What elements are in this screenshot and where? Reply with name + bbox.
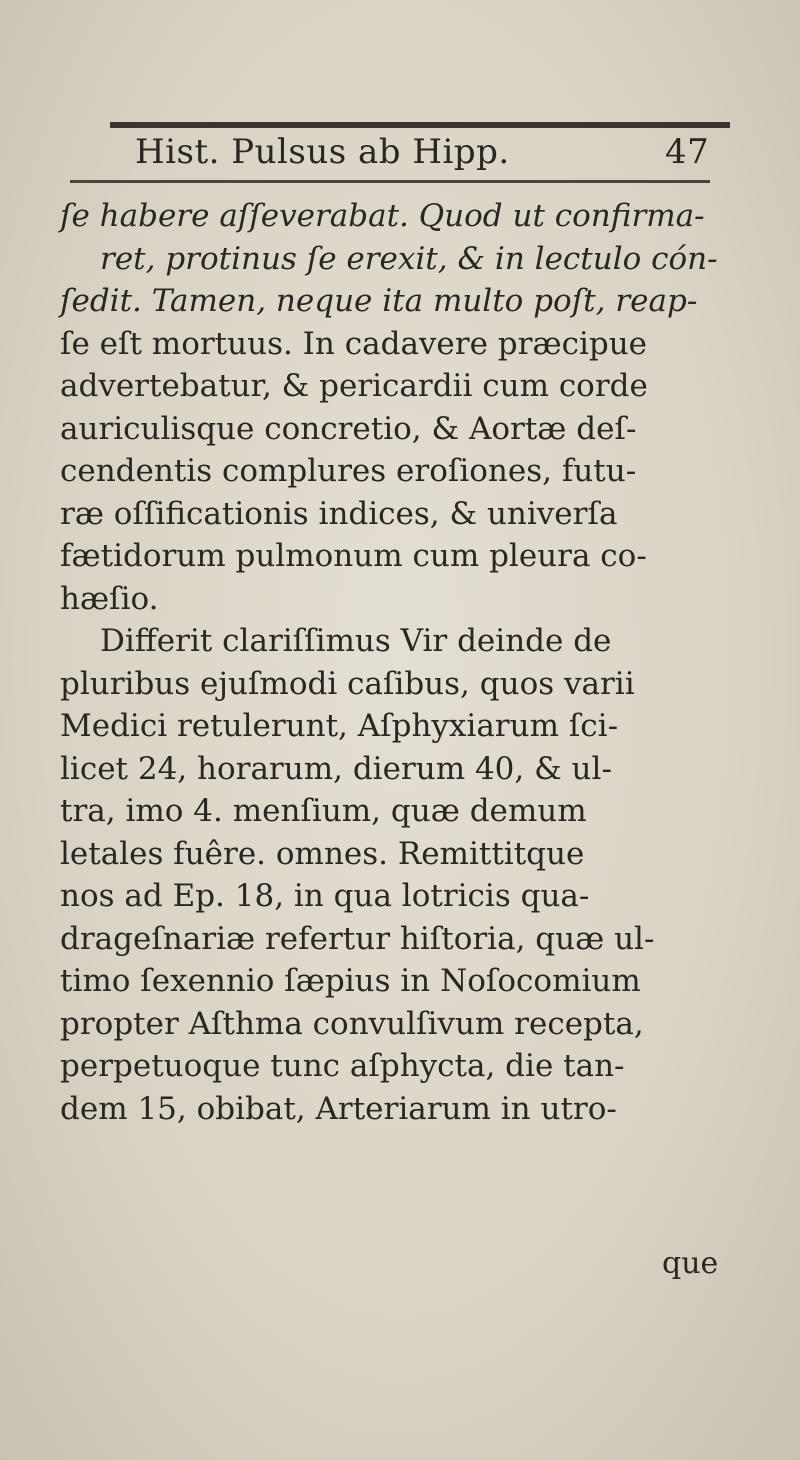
text-line: cendentis complures eroſiones, futu-	[60, 453, 637, 489]
page-number: 47	[665, 132, 710, 172]
text-line: hæſio.	[60, 580, 159, 617]
text-line: ſedit. Tamen, neque ita multo poſt, reap-	[60, 283, 698, 319]
text-line: Differit clariſſimus Vir deinde de	[100, 623, 612, 659]
text-line: dem 15, obibat, Arteriarum in utro-	[60, 1090, 617, 1127]
top-border-rule	[110, 122, 730, 128]
text-line: fætidorum pulmonum cum pleura co-	[60, 538, 647, 574]
text-line: Medici retulerunt, Aſphyxiarum ſci-	[60, 708, 619, 744]
running-header	[135, 132, 735, 176]
text-line: auriculisque concretio, & Aortæ deſ-	[60, 410, 637, 447]
text-line: ſe eſt mortuus. In cadavere præcipue	[60, 325, 648, 362]
text-line: tra, imo 4. menſium, quæ demum	[60, 793, 587, 829]
catchword: que	[662, 1246, 719, 1281]
text-line: perpetuoque tunc aſphycta, die tan-	[60, 1048, 625, 1084]
text-line: drageſnariæ refertur hiſtoria, quæ ul-	[60, 920, 655, 957]
text-line: nos ad Ep. 18, in qua lotricis qua-	[60, 878, 590, 914]
text-line: ræ oſſificationis indices, & univerſa	[60, 495, 618, 532]
header-rule	[70, 180, 710, 183]
body-text	[20, 195, 780, 1130]
text-line: ſe habere aſſeverabat. Quod ut confirma-	[60, 198, 705, 234]
text-line: letales fuêre. omnes. Remittitque	[60, 835, 585, 872]
text-line: propter Aſthma convulſivum recepta,	[60, 1005, 644, 1042]
text-line: advertebatur, & pericardii cum corde	[60, 368, 648, 404]
text-line: licet 24, horarum, dierum 40, & ul-	[60, 750, 612, 787]
text-line: ret, protinus ſe erexit, & in lectulo cón-	[100, 240, 718, 277]
running-title: Hist. Pulsus ab Hipp.	[135, 132, 510, 172]
text-line: timo ſexennio ſæpius in Noſocomium	[60, 963, 641, 999]
text-line: pluribus ejuſmodi caſibus, quos varii	[60, 665, 635, 702]
